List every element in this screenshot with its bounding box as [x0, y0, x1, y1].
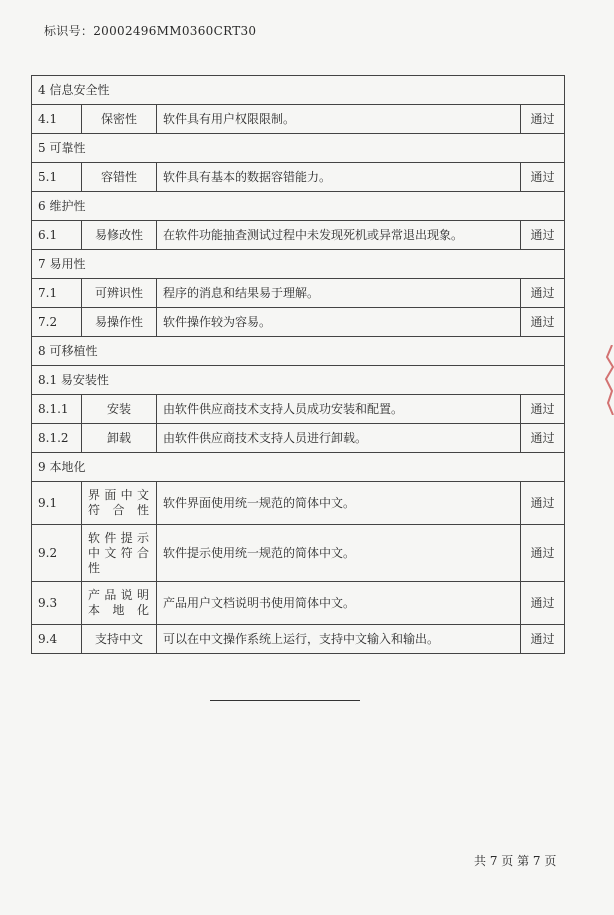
table-row — [32, 221, 565, 250]
section-row — [32, 250, 565, 279]
item-result: 通过 — [521, 308, 565, 337]
item-number: 8.1.1 — [32, 395, 82, 424]
section-heading: 7 易用性 — [32, 250, 565, 279]
item-name: 产品说明本地化 — [82, 582, 157, 625]
item-description: 软件提示使用统一规范的简体中文。 — [157, 525, 521, 582]
table-row — [32, 582, 565, 625]
section-heading: 8 可移植性 — [32, 337, 565, 366]
item-description: 由软件供应商技术支持人员进行卸载。 — [157, 424, 521, 453]
item-result: 通过 — [521, 625, 565, 654]
table-row — [32, 163, 565, 192]
item-name: 软件提示中文符合性 — [82, 525, 157, 582]
item-description: 产品用户文档说明书使用简体中文。 — [157, 582, 521, 625]
item-result: 通过 — [521, 582, 565, 625]
item-description: 可以在中文操作系统上运行，支持中文输入和输出。 — [157, 625, 521, 654]
table-row — [32, 482, 565, 525]
edge-stamp-mark — [604, 345, 614, 415]
item-number: 9.2 — [32, 525, 82, 582]
item-result: 通过 — [521, 482, 565, 525]
item-description: 软件界面使用统一规范的简体中文。 — [157, 482, 521, 525]
end-separator-line — [210, 700, 360, 701]
evaluation-table-body — [32, 76, 565, 654]
item-result: 通过 — [521, 279, 565, 308]
section-row — [32, 366, 565, 395]
item-number: 7.2 — [32, 308, 82, 337]
item-result: 通过 — [521, 395, 565, 424]
item-result: 通过 — [521, 163, 565, 192]
page-number: 共 7 页 第 7 页 — [474, 854, 557, 868]
item-result: 通过 — [521, 221, 565, 250]
table-row — [32, 308, 565, 337]
item-name: 可辨识性 — [82, 279, 157, 308]
table-row — [32, 279, 565, 308]
item-name: 卸载 — [82, 424, 157, 453]
section-row — [32, 76, 565, 105]
section-heading: 5 可靠性 — [32, 134, 565, 163]
item-name: 保密性 — [82, 105, 157, 134]
item-name: 易操作性 — [82, 308, 157, 337]
item-description: 软件具有用户权限限制。 — [157, 105, 521, 134]
item-number: 6.1 — [32, 221, 82, 250]
section-row — [32, 134, 565, 163]
table-row — [32, 395, 565, 424]
section-row — [32, 192, 565, 221]
table-row — [32, 525, 565, 582]
item-number: 9.1 — [32, 482, 82, 525]
item-number: 9.3 — [32, 582, 82, 625]
section-heading: 4 信息安全性 — [32, 76, 565, 105]
section-heading: 6 维护性 — [32, 192, 565, 221]
item-number: 9.4 — [32, 625, 82, 654]
item-number: 8.1.2 — [32, 424, 82, 453]
table-row — [32, 105, 565, 134]
document-id: 标识号：20002496MM0360CRT30 — [44, 24, 257, 38]
item-description: 软件具有基本的数据容错能力。 — [157, 163, 521, 192]
item-description: 程序的消息和结果易于理解。 — [157, 279, 521, 308]
table-row — [32, 424, 565, 453]
evaluation-table — [31, 75, 565, 654]
item-result: 通过 — [521, 105, 565, 134]
section-heading: 8.1 易安装性 — [32, 366, 565, 395]
section-row — [32, 337, 565, 366]
item-description: 由软件供应商技术支持人员成功安装和配置。 — [157, 395, 521, 424]
item-name: 支持中文 — [82, 625, 157, 654]
item-description: 软件操作较为容易。 — [157, 308, 521, 337]
item-description: 在软件功能抽查测试过程中未发现死机或异常退出现象。 — [157, 221, 521, 250]
section-heading: 9 本地化 — [32, 453, 565, 482]
item-number: 4.1 — [32, 105, 82, 134]
item-result: 通过 — [521, 424, 565, 453]
section-row — [32, 453, 565, 482]
table-row — [32, 625, 565, 654]
item-number: 7.1 — [32, 279, 82, 308]
item-result: 通过 — [521, 525, 565, 582]
item-name: 易修改性 — [82, 221, 157, 250]
item-name: 界面中文符合性 — [82, 482, 157, 525]
item-number: 5.1 — [32, 163, 82, 192]
item-name: 容错性 — [82, 163, 157, 192]
item-name: 安装 — [82, 395, 157, 424]
